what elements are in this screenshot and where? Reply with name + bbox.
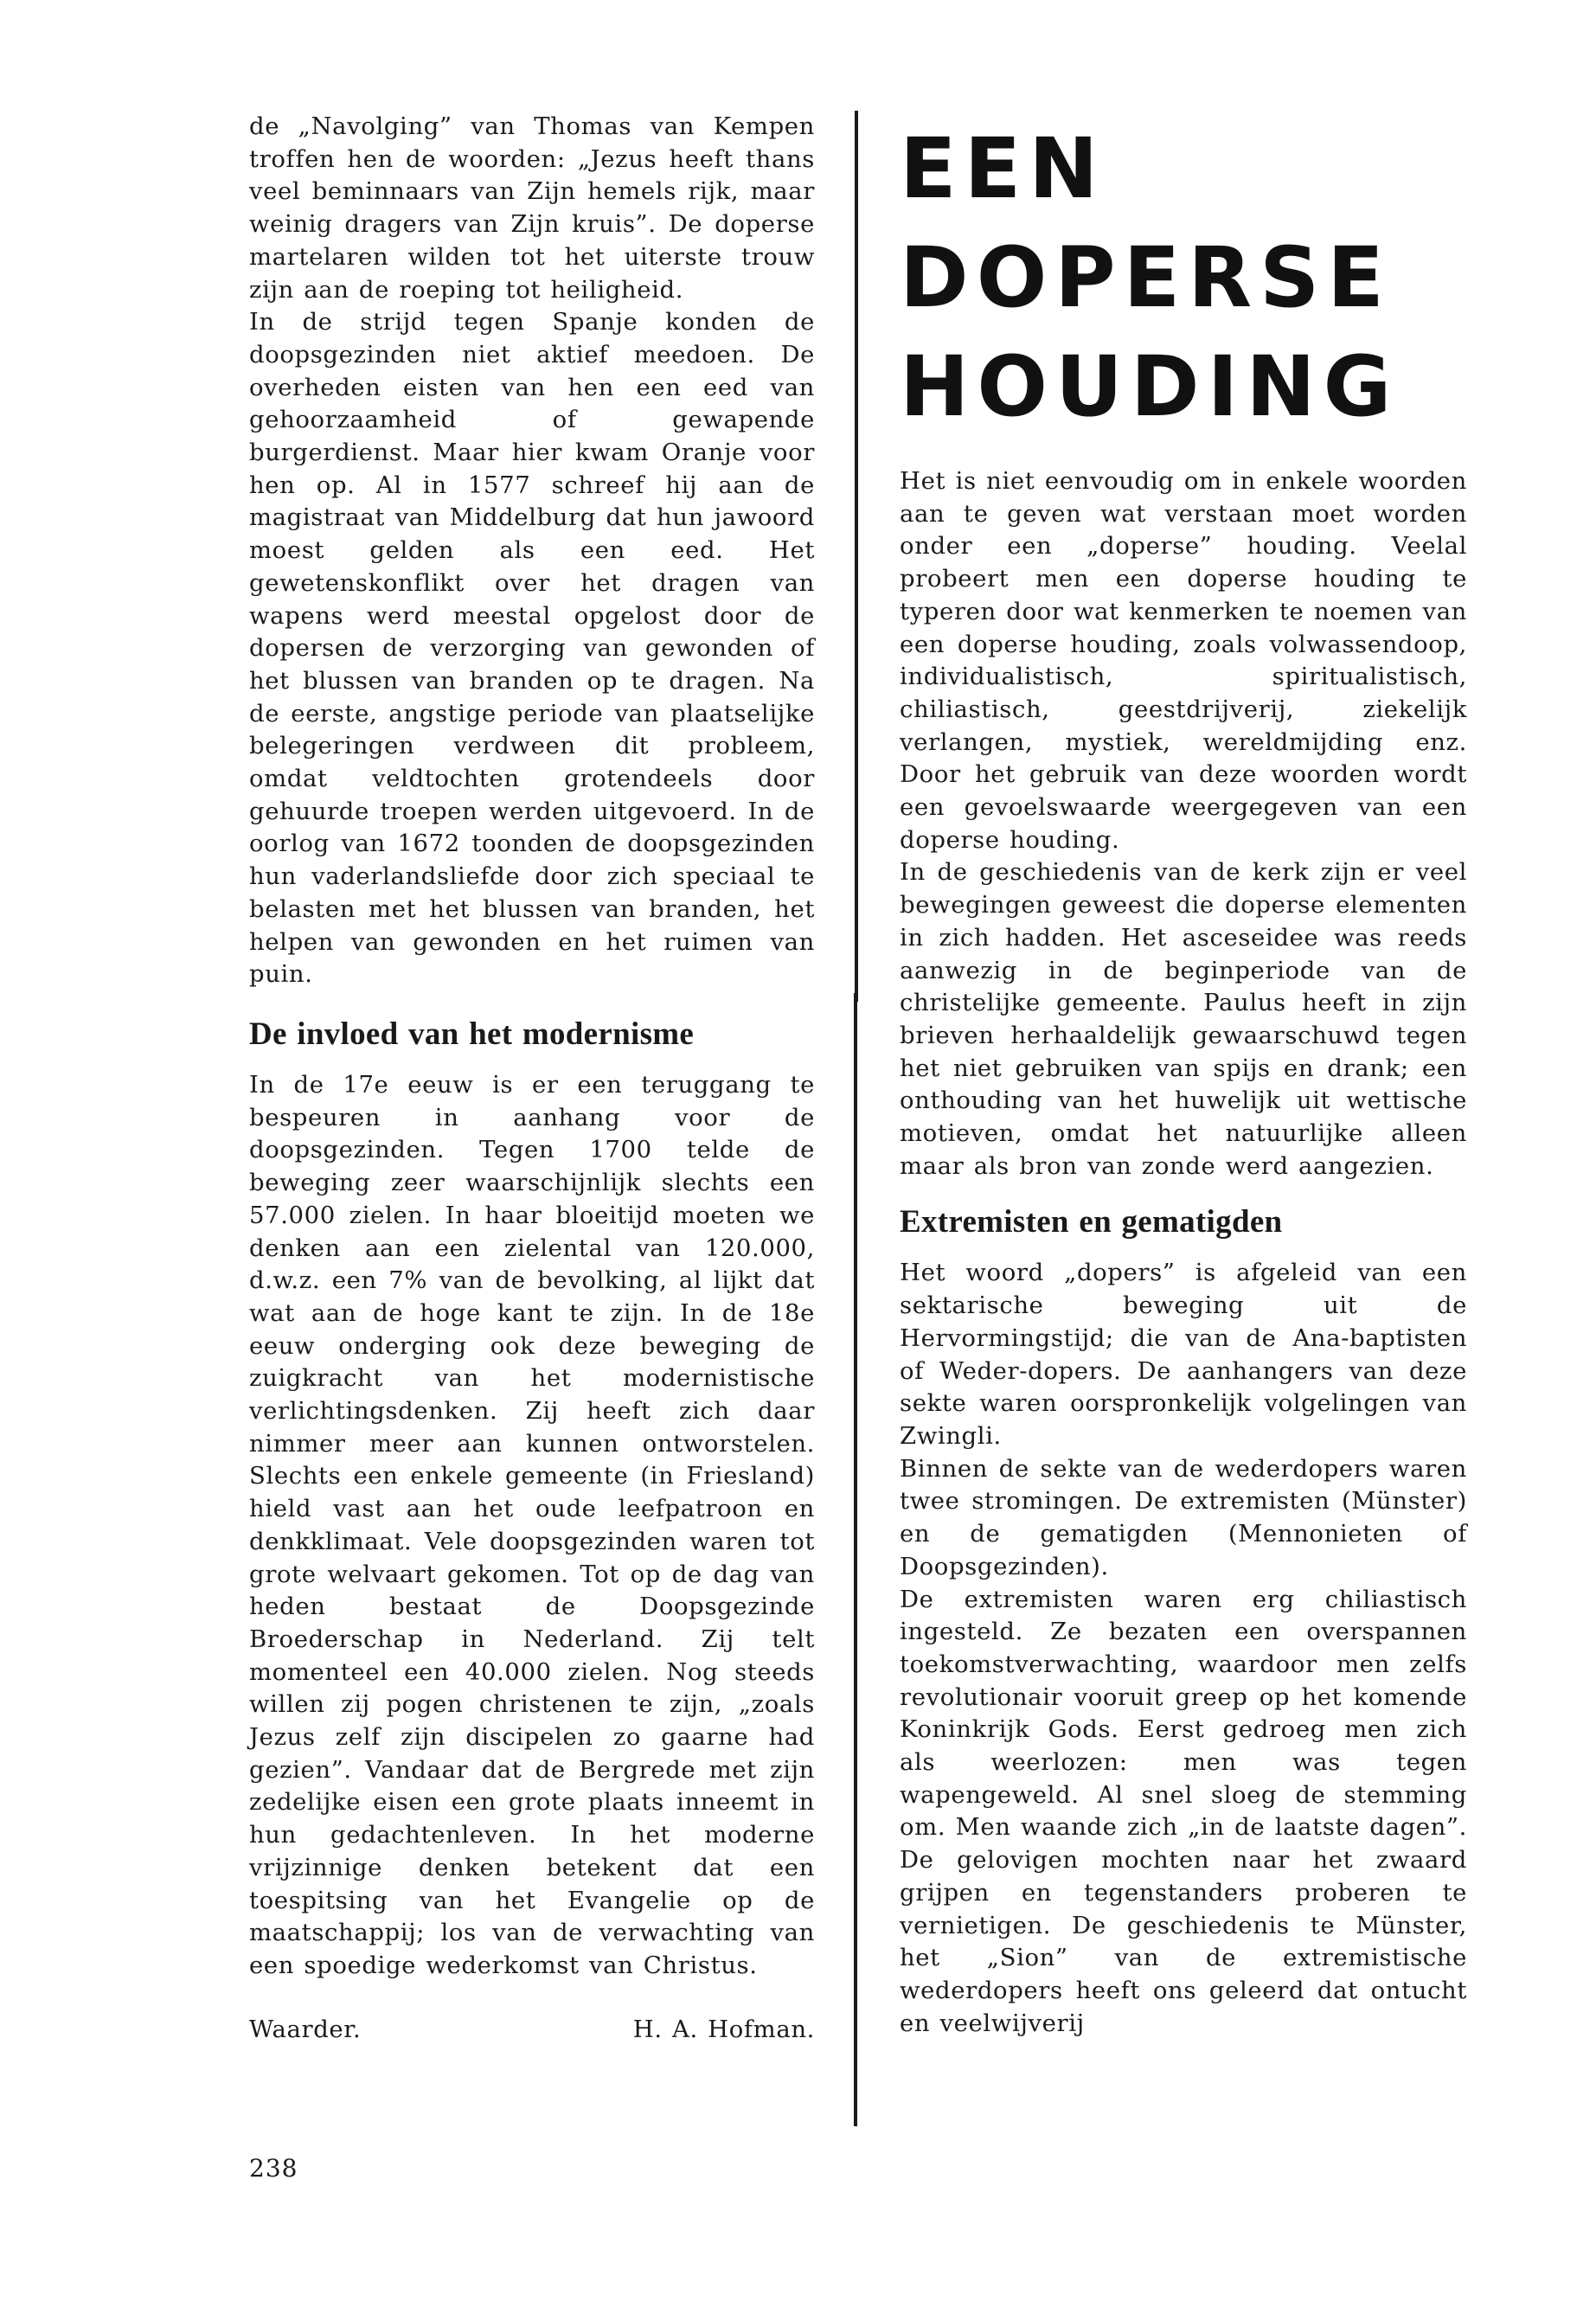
article-title: [900, 114, 1399, 441]
left-column: [249, 111, 815, 2046]
section-paragraph: Binnen de sekte van de wederdopers waren twee stromingen. De extremisten (Münster) en de gematigden (Mennonieten of Doopsgezinden).: [900, 1454, 1467, 1580]
page-number: 238: [249, 2154, 298, 2182]
signature-author: H. A. Hofman.: [632, 2015, 815, 2043]
column-divider-bottom: [854, 993, 857, 2126]
article-title-line: DOPERSE: [900, 229, 1392, 326]
intro-paragraph: Het is niet eenvoudig om in enkele woorden aan te geven wat verstaan moet worden onder een „doperse” houding. Veelal probeert men een doperse houding te typeren door wat kenmerken te noemen van een doperse houding, zoals volwassendoop, individualistisch, spiritualistisch, chiliastisch, geestdrijverij, ziekelijk verlangen, mystiek, wereldmijding enz. Door het gebruik van deze woorden wordt een gevoelswaarde weergegeven van een doperse houding.: [900, 467, 1467, 854]
signature-place: Waarder.: [249, 2015, 362, 2043]
section-paragraph: De extremisten waren erg chiliastisch ingesteld. Ze bezaten een overspannen toekomstverwachting, waardoor men zelfs revolutionair vooruit greep op het komende Koninkrijk Gods. Eerst gedroeg men zich als weerlozen: men was tegen wapengeweld. Al snel sloeg de stemming om. Men waande zich „in de laatste dagen”. De gelovigen mochten naar het zwaard grijpen en tegenstanders proberen te vernietigen. De geschiedenis te Münster, het „Sion” van de extremistische wederdopers heeft ons geleerd dat ontucht en veelwijverij: [900, 1585, 1467, 2037]
modernisme-paragraph: In de 17e eeuw is er een teruggang te bespeuren in aanhang voor de doopsgezinden. Tegen 1700 telde de beweging zeer waarschijnlijk slechts een 57.000 zielen. In haar bloeitijd moeten we denken aan een zielental van 120.000, d.w.z. een 7% van de bevolking, al lijkt dat wat aan de hoge kant te zijn. In de 18e eeuw onderging ook deze beweging de zuigkracht van het modernistische verlichtingsdenken. Zij heeft zich daar nimmer meer aan kunnen ontworstelen. Slechts een enkele gemeente (in Friesland) hield vast aan het oude leefpatroon en denkklimaat. Vele doopsgezinden waren tot grote welvaart gekomen. Tot op de dag van heden bestaat de Doopsgezinde Broederschap in Nederland. Zij telt momenteel een 40.000 zielen. Nog steeds willen zij pogen christenen te zijn, „zoals Jezus zelf zijn discipelen zo gaarne had gezien”. Vandaar dat de Bergrede met zijn zedelijke eisen een grote plaats inneemt in hun gedachtenleven. In het moderne vrijzinnige denken betekent dat een toespitsing van het Evangelie op de maatschappij; los van de verwachting van een spoedige wederkomst van Christus.: [249, 1070, 815, 1979]
section-heading-modernisme: De invloed van het modernisme: [249, 1016, 695, 1052]
article-title-line: EEN: [900, 120, 1106, 217]
spain-paragraph: In de strijd tegen Spanje konden de doopsgezinden niet aktief meedoen. De overheden eisten van hen een eed van gehoorzaamheid of gewapende burgerdienst. Maar hier kwam Oranje voor hen op. Al in 1577 schreef hij aan de magistraat van Middelburg dat hun jawoord moest gelden als een eed. Het gewetenskonflikt over het dragen van wapens werd meestal opgelost door de dopersen de verzorging van gewonden of het blussen van branden op te dragen. Na de eerste, angstige periode van plaatselijke belegeringen verdween dit probleem, omdat veldtochten grotendeels door gehuurde troepen werden uitgevoerd. In de oorlog van 1672 toonden de doopsgezinden hun vaderlandsliefde door zich speciaal te belasten met het blussen van branden, het helpen van gewonden en het ruimen van puin.: [249, 308, 815, 989]
continued-paragraph: de „Navolging” van Thomas van Kempen troffen hen de woorden: „Jezus heeft thans veel beminnaars van Zijn hemels rijk, maar weinig dragers van Zijn kruis”. De doperse martelaren wilden tot het uiterste trouw zijn aan de roeping tot heiligheid.: [249, 112, 815, 304]
article-title-line: HOUDING: [900, 338, 1400, 435]
section-heading-extremisten: Extremisten en gematigden: [900, 1204, 1283, 1240]
right-column: [900, 465, 1467, 2040]
column-divider-top: [855, 111, 858, 1002]
intro-paragraph: In de geschiedenis van de kerk zijn er veel bewegingen geweest die doperse elementen in zich hadden. Het asceseidee was reeds aanwezig in de beginperiode van de christelijke gemeente. Paulus heeft in zijn brieven herhaaldelijk gewaarschuwd tegen het niet gebruiken van spijs en drank; een onthouding van het huwelijk uit wettische motieven, omdat het natuurlijke alleen maar als bron van zonde werd aangezien.: [900, 858, 1467, 1180]
section-paragraph: Het woord „dopers” is afgeleid van een sektarische beweging uit de Hervormingstijd; die van de Ana-baptisten of Weder-dopers. De aanhangers van deze sekte waren oorspronkelijk volgelingen van Zwingli.: [900, 1259, 1467, 1450]
signature: [249, 2014, 815, 2047]
